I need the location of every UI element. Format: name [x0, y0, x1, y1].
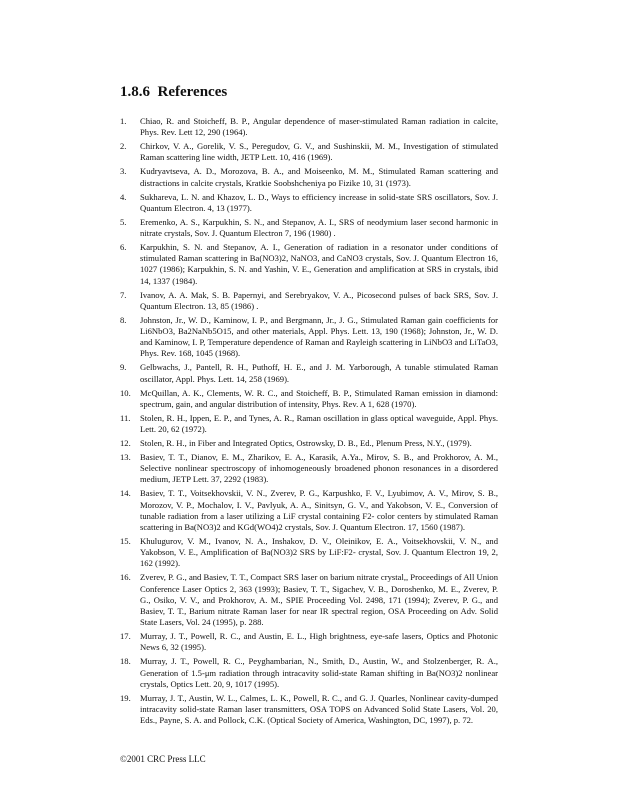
reference-number: 8. [120, 314, 127, 325]
reference-text: Kudryavtseva, A. D., Morozova, B. A., and Moiseenko, M. M., Stimulated Raman scattering and distractions in calcite crystals, Kratkie Soobshcheniya po Fizike 10, 31 (1973). [140, 166, 498, 188]
reference-number: 19. [120, 692, 131, 703]
reference-number: 3. [120, 166, 127, 177]
reference-item [120, 631, 498, 653]
reference-item [120, 315, 498, 360]
reference-text: Murray, J. T., Powell, R. C., Peyghambarian, N., Smith, D., Austin, W., and Stolzenberger, R. A., Generation of 1.5-μm radiation through intracavity solid-state Raman shifting in Ba(NO3)2 nonlinear crystals, Optics Lett. 20, 9, 1017 (1995). [140, 656, 498, 689]
reference-number: 7. [120, 289, 127, 300]
reference-text: Murray, J. T., Powell, R. C., and Austin, E. L., High brightness, eye-safe lasers, Optics and Photonic News 6, 32 (1995). [140, 631, 498, 653]
reference-number: 10. [120, 387, 131, 398]
reference-text: Zverev, P. G., and Basiev, T. T., Compact SRS laser on barium nitrate crystal,, Proceedings of All Union Conference Laser Optics 2, 363 (1993); Basiev, T. T., Sigachev, V. B., Doroshenko, M. E., Zverev, P. G., Osiko, V. V., and Prokhorov, A. M., SPIE Proceeding Vol. 2498, 171 (1994); Zverev, P. G., and Basiev, T. T., Barium nitrate Raman laser for near IR spectral region, OSA Proceeding on Adv. Solid State Lasers, Vol. 24 (1995), p. 288. [140, 572, 498, 628]
copyright-footer: ©2001 CRC Press LLC [120, 754, 206, 764]
reference-number: 13. [120, 452, 131, 463]
reference-text: Basiev, T. T., Voitsekhovskii, V. N., Zverev, P. G., Karpushko, F. V., Lyubimov, A. V., Mirov, S. B., Morozov, V. P., Mochalov, I. V., Pavlyuk, A. A., Sinitsyn, G. V., and Yakobson, V. E., Conversion of tunable radiation from a laser utilizing a LiF crystal containing F2- color centers by stimulated Raman scattering in Ba(NO3)2 and KGd(WO4)2 crystals, Sov. J. Quantum Electron. 17, 1560 (1987). [140, 488, 498, 533]
reference-number: 5. [120, 216, 127, 227]
reference-number: 6. [120, 242, 127, 253]
reference-item [120, 217, 498, 239]
reference-text: Sukhareva, L. N. and Khazov, L. D., Ways to efficiency increase in solid-state SRS oscillators, Sov. J. Quantum Electron. 4, 13 (1977). [140, 191, 498, 213]
reference-text: Stolen, R. H., Ippen, E. P., and Tynes, A. R., Raman oscillation in glass optical waveguide, Appl. Phys. Lett. 20, 62 (1972). [140, 412, 498, 435]
reference-number: 15. [120, 536, 131, 547]
reference-text: Murray, J. T., Austin, W. L., Calmes, L. K., Powell, R. C., and G. J. Quarles, Nonlinear cavity-dumped intracavity solid-state Raman laser transmitters, OSA TOPS on Advanced Solid State Lasers, Vol. 20, Eds., Payne, S. A. and Pollock, C.K. (Optical Society of America, Washington, DC, 1997), p. 72. [140, 692, 498, 726]
reference-item [120, 656, 498, 690]
reference-text: Stolen, R. H., in Fiber and Integrated Optics, Ostrowsky, D. B., Ed., Plenum Press, N.Y., (1979). [140, 438, 472, 449]
reference-number: 9. [120, 362, 127, 373]
reference-item [120, 438, 498, 449]
reference-item [120, 536, 498, 570]
reference-item [120, 693, 498, 727]
reference-number: 2. [120, 141, 127, 152]
reference-text: Ivanov, A. A. Mak, S. B. Papernyi, and Serebryakov, V. A., Picosecond pulses of back SRS, Sov. J. Quantum Electron. 13, 85 (1986) . [140, 289, 498, 311]
reference-number: 4. [120, 191, 127, 202]
reference-text: Karpukhin, S. N. and Stepanov, A. I., Generation of radiation in a resonator under conditions of stimulated Raman scattering in Ba(NO3)2, NaNO3, and CaNO3 crystals, Sov. J. Quantum Electron 16, 1027 (1986); Karpukhin, S. N. and Yashin, V. E., Generation and amplification at SRS in crystals, ibid 14, 1337 (1984). [140, 242, 498, 286]
reference-text: Gelbwachs, J., Pantell, R. H., Puthoff, H. E., and J. M. Yarborough, A tunable stimulated Raman oscillator, Appl. Phys. Lett. 14, 258 (1969). [140, 362, 498, 384]
section-title: References [157, 84, 228, 100]
reference-number: 1. [120, 116, 127, 126]
reference-number: 16. [120, 572, 131, 583]
reference-text: Johnston, Jr., W. D., Kaminow, I. P., and Bergmann, Jr., J. G., Stimulated Raman gain coefficients for Li6NbO3, Ba2NaNb5O15, and other materials, Appl. Phys. Lett. 13, 190 (1968); Johnston, Jr., W. D. and Kaminow, I. P, Temperature dependence of Raman and Rayleigh scattering in LiNbO3 and LiTaO3, Phys. Rev. 168, 1045 (1968). [140, 314, 498, 359]
reference-text: Eremenko, A. S., Karpukhin, S. N., and Stepanov, A. I., SRS of neodymium laser second harmonic in nitrate crystals, Sov. J. Quantum Electron 7, 196 (1980) . [140, 216, 498, 239]
reference-number: 11. [120, 412, 131, 423]
reference-text: Chirkov, V. A., Gorelik, V. S., Peregudov, G. V., and Sushinskii, M. M., Investigation of stimulated Raman scattering line width, JETP Lett. 10, 416 (1969). [140, 141, 498, 163]
reference-list [120, 116, 498, 729]
reference-item [120, 242, 498, 287]
reference-item [120, 192, 498, 214]
reference-item [120, 362, 498, 384]
reference-item [120, 413, 498, 435]
reference-text: Basiev, T. T., Dianov, E. M., Zharikov, E. A., Karasik, A.Ya., Mirov, S. B., and Prokhorov, A. M., Selective nonlinear spectroscopy of inhomogeneously broadened phonon resonances in a disordered medium, JETP Lett. 37, 2292 (1983). [140, 452, 498, 485]
reference-item [120, 572, 498, 628]
reference-number: 12. [120, 438, 131, 449]
reference-item [120, 488, 498, 533]
reference-item [120, 290, 498, 312]
reference-item [120, 116, 498, 138]
reference-item [120, 141, 498, 163]
reference-item [120, 166, 498, 188]
reference-item [120, 388, 498, 410]
reference-number: 17. [120, 631, 131, 642]
section-heading [120, 84, 227, 101]
reference-text: Chiao, R. and Stoicheff, B. P., Angular dependence of maser-stimulated Raman radiation in calcite, Phys. Rev. Lett 12, 290 (1964). [140, 116, 498, 138]
reference-number: 14. [120, 488, 131, 499]
reference-item [120, 452, 498, 486]
reference-text: McQuillan, A. K., Clements, W. R. C., and Stoicheff, B. P., Stimulated Raman emission in diamond: spectrum, gain, and angular distribution of intensity, Phys. Rev. A 1, 628 (1970). [140, 387, 498, 409]
reference-text: Khulugurov, V. M., Ivanov, N. A., Inshakov, D. V., Oleinikov, E. A., Voitsekhovskii, V. N., and Yakobson, V. E., Amplification of Ba(NO3)2 SRS by LiF:F2- crystal, Sov. J. Quantum Electron 19, 2, 162 (1992). [140, 536, 498, 569]
section-number: 1.8.6 [120, 84, 150, 100]
reference-number: 18. [120, 656, 131, 667]
